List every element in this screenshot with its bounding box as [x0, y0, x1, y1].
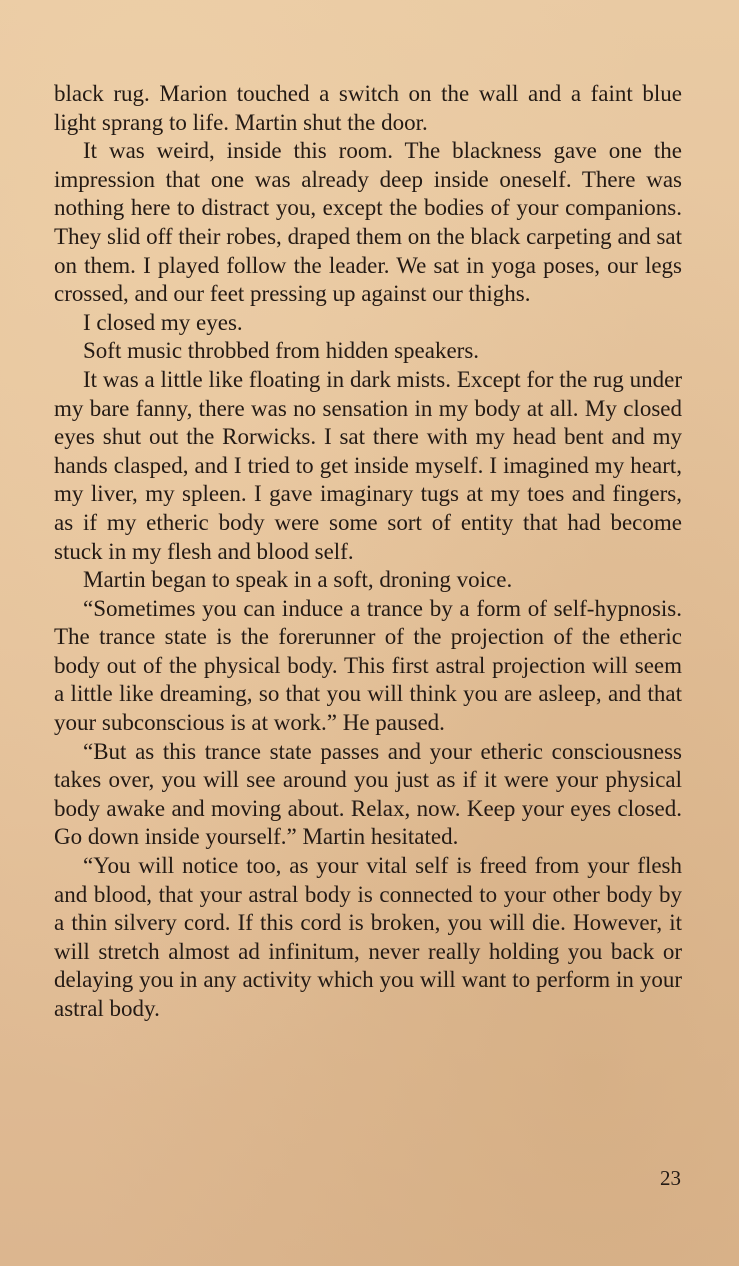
body-text: [54, 80, 682, 1024]
paragraph-7: “Sometimes you can induce a trance by a form of self-hypnosis. The trance state is the forerunner of the projection of the etheric body out of the physical body. This first astral projection will seem a little like dreaming, so that you will think you are asleep, and that your subconscious is at work.” He paused.: [54, 595, 682, 736]
paragraph-6: Martin began to speak in a soft, droning voice.: [83, 567, 513, 593]
paragraph-8: “But as this trance state passes and your etheric consciousness takes over, you will see around you just as if it were your physical body awake and moving about. Relax, now. Keep your eyes closed. Go down inside yourself.” Martin hesitated.: [54, 738, 682, 850]
paragraph-5: It was a little like floating in dark mists. Except for the rug under my bare fanny, there was no sensation in my body at all. My closed eyes shut out the Rorwicks. I sat there with my head bent and my hands clasped, and I tried to get inside myself. I imagined my heart, my liver, my spleen. I gave imaginary tugs at my toes and fingers, as if my etheric body were some sort of entity that had become stuck in my flesh and blood self.: [54, 366, 682, 564]
page-number: 23: [660, 1166, 681, 1190]
paragraph-4: Soft music throbbed from hidden speakers.: [83, 338, 480, 364]
paragraph-1: black rug. Marion touched a switch on the wall and a faint blue light sprang to life. Martin shut the door.: [54, 81, 682, 135]
paragraph-2: It was weird, inside this room. The blackness gave one the impression that one was already deep inside oneself. There was nothing here to distract you, except the bodies of your companions. They slid off their robes, draped them on the black carpeting and sat on them. I played follow the leader. We sat in yoga poses, our legs crossed, and our feet pressing up against our thighs.: [54, 138, 682, 307]
paragraph-9: “You will notice too, as your vital self is freed from your flesh and blood, that your astral body is connected to your other body by a thin silvery cord. If this cord is broken, you will die. However, it will stretch almost ad infinitum, never really holding you back or delaying you in any activity which you will want to perform in your astral body.: [54, 853, 682, 1021]
paragraph-3: I closed my eyes.: [83, 309, 243, 335]
